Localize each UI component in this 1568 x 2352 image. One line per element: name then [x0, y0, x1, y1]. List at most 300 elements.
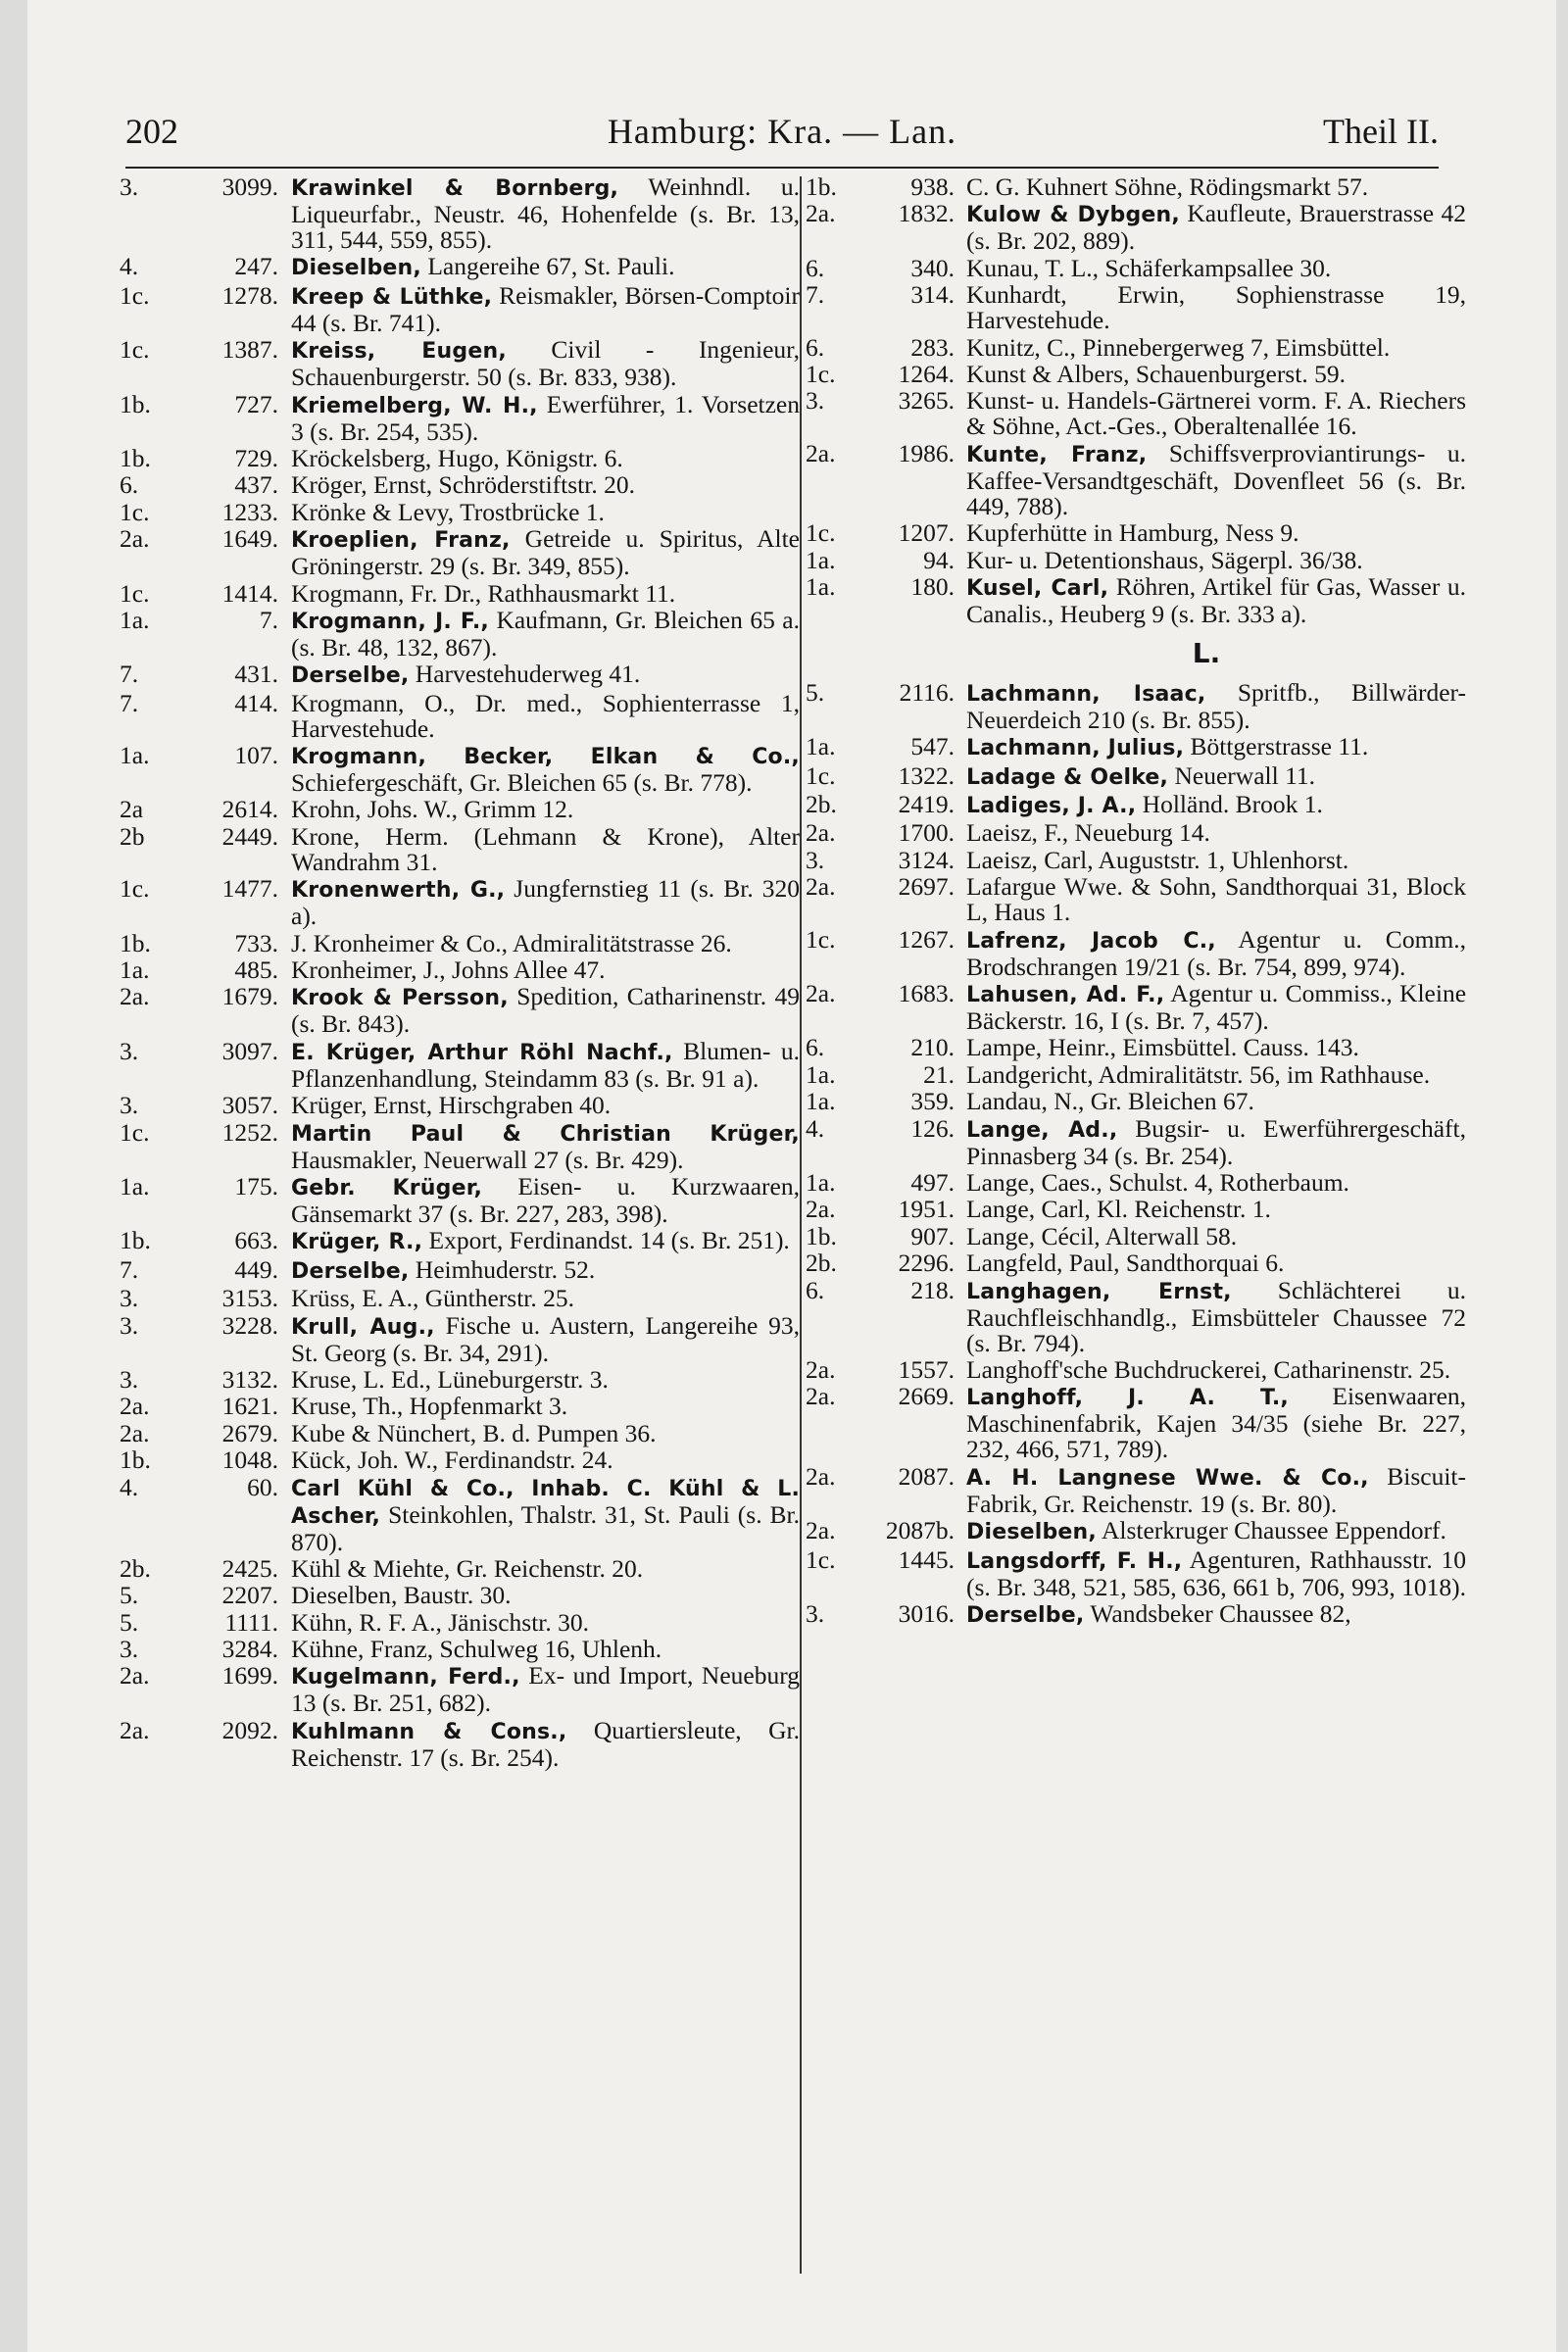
running-title: Hamburg: Kra. — Lan.: [607, 112, 957, 151]
entry-district: 2a.: [806, 199, 836, 228]
directory-entry: [120, 526, 800, 579]
entry-district: 3.: [806, 1598, 825, 1628]
entry-district: 2a.: [806, 1354, 836, 1384]
entry-number: 107.: [234, 741, 278, 770]
entry-text: Lampe, Heinr., Eimsbüttel. Causs. 143.: [966, 1033, 1359, 1062]
entry-text: Kronheimer, J., Johns Allee 47.: [291, 956, 606, 985]
entry-district: 1a.: [806, 1059, 836, 1089]
directory-entry: [800, 1354, 1466, 1384]
entry-number: 733.: [234, 928, 278, 957]
entry-district: 7.: [806, 280, 825, 310]
entry-district: 2a.: [120, 982, 150, 1011]
entry-number: 2296.: [898, 1249, 955, 1278]
entry-name: Derselbe,: [966, 1602, 1085, 1628]
entry-name: Langhagen, Ernst,: [966, 1279, 1232, 1304]
entry-district: 3.: [806, 845, 825, 874]
directory-entry: [120, 876, 800, 929]
directory-entry: [120, 1254, 800, 1285]
directory-entry: [800, 1113, 1466, 1170]
entry-name: Krull, Aug.,: [291, 1314, 435, 1340]
entry-text: Krüger, Ernst, Hirschgraben 40.: [291, 1091, 612, 1120]
entry-name: A. H. Langnese Wwe. & Co.,: [966, 1465, 1369, 1491]
entry-district: 1c.: [120, 1117, 150, 1147]
entry-district: 1c.: [120, 578, 150, 608]
entry-text: Röhren, Artikel für Gas, Wasser u. Canalis., Heuberg 9 (s. Br. 333 a).: [966, 571, 1466, 628]
entry-number: 1278.: [221, 280, 278, 310]
header-rule: [125, 167, 1439, 169]
directory-entry: [120, 497, 800, 526]
entry-text: Ex- und Import, Neueburg 13 (s. Br. 251, 682).: [291, 1661, 800, 1718]
entry-number: 218.: [910, 1275, 955, 1304]
entry-name: Carl Kühl & Co., Inhab. C. Kühl & L. Ascher,: [291, 1476, 800, 1529]
entry-number: 437.: [234, 470, 278, 500]
directory-entry: [120, 1715, 800, 1772]
entry-text: Ewerführer, 1. Vorsetzen 3 (s. Br. 254, 535).: [291, 389, 800, 446]
entry-name: Langsdorff, F. H.,: [966, 1548, 1183, 1574]
directory-entry: [800, 1518, 1466, 1545]
entry-district: 2a.: [120, 1392, 150, 1421]
directory-entry: [120, 1663, 800, 1716]
entry-district: 6.: [806, 253, 825, 282]
entry-district: 1a.: [120, 605, 150, 634]
entry-text: Agentur u. Comm., Brodschrangen 19/21 (s. Br. 754, 899, 974).: [966, 924, 1466, 981]
entry-name: Kreep & Lüthke,: [291, 284, 493, 310]
entry-number: 1832.: [898, 199, 955, 228]
entry-text: Krogmann, O., Dr. med., Sophienterrasse 1, Harvestehude.: [291, 688, 800, 743]
page-header: [125, 102, 1439, 151]
entry-district: 2a.: [806, 438, 836, 467]
entry-district: 2a.: [806, 1516, 836, 1545]
entry-number: 1683.: [898, 979, 955, 1008]
entry-district: 1b.: [120, 389, 151, 418]
entry-text: Kröckelsberg, Hugo, Königstr. 6.: [291, 443, 623, 472]
entry-number: 1951.: [898, 1195, 955, 1224]
entry-name: Dieselben,: [966, 1520, 1097, 1545]
entry-number: 1557.: [898, 1354, 955, 1384]
directory-entry: [800, 874, 1466, 925]
entry-district: 1a.: [806, 1167, 836, 1197]
entry-district: 5.: [120, 1581, 139, 1610]
entry-text: Steinkohlen, Thalstr. 31, St. Pauli (s. Br. 870).: [291, 1499, 800, 1556]
entry-text: Laeisz, F., Neueburg 14.: [966, 818, 1210, 848]
entry-number: 2207.: [221, 1581, 278, 1610]
entry-name: Kulow & Dybgen,: [966, 203, 1180, 228]
page-number: 202: [125, 112, 178, 151]
entry-name: Derselbe,: [291, 1258, 410, 1284]
entry-text: Lafargue Wwe. & Sohn, Sandthorquai 31, Block L, Haus 1.: [966, 872, 1466, 927]
entry-text: Kunst & Albers, Schauenburgerst. 59.: [966, 359, 1346, 388]
entry-text: Blumen- u. Pflanzenhandlung, Steindamm 83 (s. Br. 91 a).: [291, 1036, 800, 1093]
entry-text: Neuerwall 11.: [1174, 760, 1315, 790]
entry-text: Kupferhütte in Hamburg, Ness 9.: [966, 518, 1299, 548]
entry-text: Landau, N., Gr. Bleichen 67.: [966, 1087, 1254, 1116]
entry-district: 1a.: [120, 1171, 150, 1200]
entry-text: Langfeld, Paul, Sandthorquai 6.: [966, 1249, 1285, 1278]
entry-number: 449.: [234, 1254, 278, 1284]
directory-entry: [800, 1384, 1466, 1462]
directory-entry: [120, 1607, 800, 1637]
directory-entry: [120, 472, 800, 498]
entry-district: 2b: [120, 821, 145, 851]
entry-name: Lafrenz, Jacob C.,: [966, 928, 1216, 954]
directory-entry: [800, 924, 1466, 981]
entry-district: 1a.: [806, 571, 836, 601]
directory-entry: [800, 981, 1466, 1034]
directory-entry: [120, 1553, 800, 1583]
directory-entry: [120, 1472, 800, 1556]
entry-number: 2092.: [221, 1715, 278, 1744]
entry-district: 2a.: [806, 872, 836, 902]
entry-district: 6.: [120, 470, 139, 500]
entry-district: 2b.: [120, 1553, 151, 1583]
entry-district: 2b.: [806, 790, 837, 819]
entry-text: C. G. Kuhnert Söhne, Rödingsmarkt 57.: [966, 174, 1369, 201]
directory-entry: [120, 1637, 800, 1662]
entry-text: Dieselben, Baustr. 30.: [291, 1581, 512, 1610]
entry-number: 1700.: [898, 818, 955, 848]
entry-district: 1b.: [120, 443, 151, 472]
entry-text: Fische u. Austern, Langereihe 93, St. Georg (s. Br. 34, 291).: [291, 1310, 800, 1367]
entry-text: Kühn, R. F. A., Jänischstr. 30.: [291, 1607, 589, 1637]
entry-text: Quartiersleute, Gr. Reichenstr. 17 (s. Br. 254).: [291, 1715, 800, 1772]
entry-district: 3.: [120, 1091, 139, 1120]
entry-text: Kunau, T. L., Schäferkampsallee 30.: [966, 253, 1332, 282]
entry-number: 3124.: [898, 845, 955, 874]
entry-district: 1b.: [120, 1446, 151, 1475]
directory-entry: [800, 359, 1466, 388]
entry-text: Krönke & Levy, Trostbrücke 1.: [291, 497, 605, 526]
entry-number: 1477.: [221, 874, 278, 904]
directory-entry: [120, 280, 800, 337]
directory-entry: [800, 1059, 1466, 1089]
entry-district: 1c.: [806, 518, 836, 548]
entry-district: 1c.: [120, 335, 150, 365]
entry-text: Export, Ferdinandst. 14 (s. Br. 251).: [428, 1226, 790, 1255]
entry-number: 729.: [234, 443, 278, 472]
entry-number: 2449.: [221, 821, 278, 851]
entry-text: Kunst- u. Handels-Gärtnerei vorm. F. A. Riechers & Söhne, Act.-Ges., Oberaltenallée 16.: [966, 386, 1466, 441]
entry-district: 1a.: [806, 732, 836, 761]
entry-number: 663.: [234, 1226, 278, 1255]
entry-name: Krüger, R.,: [291, 1230, 423, 1255]
entry-number: 60.: [247, 1472, 278, 1501]
entry-text: Kruse, L. Ed., Lüneburgerstr. 3.: [291, 1364, 609, 1394]
directory-entry: [120, 1286, 800, 1311]
entry-district: 1a.: [120, 741, 150, 770]
directory-entry: [800, 1544, 1466, 1601]
entry-district: 2a.: [120, 1715, 150, 1744]
entry-number: 3097.: [221, 1036, 278, 1065]
directory-entry: [120, 1583, 800, 1608]
entry-text: J. Kronheimer & Co., Admiralitätstrasse 26.: [291, 928, 732, 957]
entry-number: 210.: [910, 1033, 955, 1062]
entry-number: 1264.: [898, 359, 955, 388]
entry-name: E. Krüger, Arthur Röhl Nachf.,: [291, 1040, 673, 1065]
entry-number: 247.: [234, 252, 278, 281]
entry-number: 7.: [259, 605, 278, 634]
entry-district: 2a.: [120, 1418, 150, 1447]
entry-text: Laeisz, Carl, Auguststr. 1, Uhlenhorst.: [966, 845, 1349, 874]
entry-district: 7.: [120, 660, 139, 689]
entry-name: Dieselben,: [291, 256, 421, 281]
entry-district: 6.: [806, 1033, 825, 1062]
entry-name: Lahusen, Ad. F.,: [966, 983, 1165, 1008]
entry-district: 1b.: [806, 1221, 837, 1250]
directory-entry: [800, 1221, 1466, 1250]
entry-district: 6.: [806, 332, 825, 362]
entry-name: Lange, Ad.,: [966, 1117, 1118, 1143]
entry-number: 2669.: [898, 1382, 955, 1411]
entry-text: Reismakler, Börsen-Comptoir 44 (s. Br. 741).: [291, 280, 800, 337]
entry-district: 1c.: [806, 359, 836, 388]
entry-district: 2a.: [120, 524, 150, 554]
directory-entry: [120, 605, 800, 662]
entry-district: 2a.: [806, 979, 836, 1008]
entry-number: 1414.: [221, 578, 278, 608]
entry-number: 126.: [910, 1113, 955, 1143]
entry-district: 3.: [120, 1364, 139, 1394]
entry-number: 3228.: [221, 1310, 278, 1340]
entry-district: 1c.: [806, 924, 836, 954]
entry-number: 1387.: [221, 335, 278, 365]
entry-district: 1c.: [806, 760, 836, 790]
entry-number: 359.: [910, 1087, 955, 1116]
directory-entry: [800, 1089, 1466, 1114]
directory-entry: [120, 1036, 800, 1093]
entry-number: 431.: [234, 660, 278, 689]
entry-name: Kusel, Carl,: [966, 575, 1109, 601]
entry-text: Harvestehuderweg 41.: [415, 660, 641, 689]
entry-text: Heimhuderstr. 52.: [415, 1254, 596, 1284]
directory-entry: [800, 1167, 1466, 1197]
entry-text: Wandsbeker Chaussee 82,: [1090, 1598, 1351, 1628]
entry-number: 2116.: [899, 677, 955, 707]
directory-entry: [120, 1394, 800, 1419]
entry-district: 1b.: [120, 1226, 151, 1255]
directory-entry: [120, 1093, 800, 1118]
entry-text: Kröger, Ernst, Schröderstiftstr. 20.: [291, 470, 635, 500]
right-column: [800, 174, 1466, 2281]
entry-number: 3016.: [898, 1598, 955, 1628]
entry-text: Schiffsverproviantirungs- u. Kaffee-Versandtgeschäft, Dovenfleet 56 (s. Br. 449, 788).: [966, 438, 1466, 520]
entry-text: Biscuit-Fabrik, Gr. Reichenstr. 19 (s. Br. 80).: [966, 1461, 1466, 1518]
entry-name: Martin Paul & Christian Krüger,: [291, 1121, 800, 1147]
directory-entry: [800, 332, 1466, 362]
entry-number: 1048.: [221, 1446, 278, 1475]
entry-district: 3.: [806, 386, 825, 416]
entry-text: Hausmakler, Neuerwall 27 (s. Br. 429).: [291, 1145, 684, 1174]
entry-district: 3.: [120, 1635, 139, 1664]
directory-entry: [120, 662, 800, 689]
entry-text: Langereihe 67, St. Pauli.: [427, 252, 675, 281]
entry-number: 1649.: [221, 524, 278, 554]
entry-text: Jungfernstieg 11 (s. Br. 320 a).: [291, 874, 800, 931]
entry-name: Kunte, Franz,: [966, 442, 1148, 467]
entry-text: Eisen- u. Kurzwaaren, Gänsemarkt 37 (s. Br. 227, 283, 398).: [291, 1171, 800, 1228]
entry-text: Landgericht, Admiralitätstr. 56, im Rathhause.: [966, 1059, 1431, 1089]
directory-entry: [800, 1461, 1466, 1518]
entry-name: Derselbe,: [291, 663, 410, 689]
entry-district: 2a.: [120, 1661, 150, 1690]
entry-name: Kreiss, Eugen,: [291, 339, 507, 365]
entry-number: 3132.: [221, 1364, 278, 1394]
entry-district: 3.: [120, 1310, 139, 1340]
entry-number: 2697.: [898, 872, 955, 902]
left-column: [120, 174, 800, 2281]
entry-district: 1c.: [120, 497, 150, 526]
entry-number: 1111.: [224, 1607, 278, 1637]
entry-text: Weinhndl. u. Liqueurfabr., Neustr. 46, Hohenfelde (s. Br. 13, 311, 544, 559, 855).: [291, 174, 800, 254]
directory-entry: [120, 1447, 800, 1473]
entry-name: Krawinkel & Bornberg,: [291, 176, 619, 201]
entry-text: Kaufmann, Gr. Bleichen 65 a. (s. Br. 48, 132, 867).: [291, 605, 800, 662]
directory-entry: [120, 1418, 800, 1447]
entry-name: Kriemelberg, W. H.,: [291, 393, 538, 418]
entry-number: 1621.: [221, 1392, 278, 1421]
directory-entry: [800, 174, 1466, 200]
entry-number: 314.: [910, 280, 955, 310]
entry-text: Kühl & Miehte, Gr. Reichenstr. 20.: [291, 1553, 644, 1583]
entry-text: Kur- u. Detentionshaus, Sägerpl. 36/38.: [966, 545, 1363, 574]
entry-number: 2419.: [898, 790, 955, 819]
entry-district: 5.: [806, 677, 825, 707]
entry-text: Kück, Joh. W., Ferdinandstr. 24.: [291, 1446, 613, 1475]
entry-number: 21.: [923, 1059, 955, 1089]
directory-entry: [800, 1275, 1466, 1357]
directory-entry: [800, 282, 1466, 333]
entry-text: Kube & Nünchert, B. d. Pumpen 36.: [291, 1418, 657, 1447]
entry-text: Krohn, Johs. W., Grimm 12.: [291, 795, 574, 824]
entry-text: Kunhardt, Erwin, Sophienstrasse 19, Harvestehude.: [966, 280, 1466, 335]
entry-number: 2087b.: [885, 1516, 955, 1545]
entry-number: 907.: [910, 1221, 955, 1250]
directory-entry: [800, 438, 1466, 520]
directory-entry: [800, 677, 1466, 734]
directory-entry: [120, 984, 800, 1037]
entry-district: 5.: [120, 1607, 139, 1637]
directory-entry: [120, 1171, 800, 1228]
entry-text: Agenturen, Rathhausstr. 10 (s. Br. 348, 521, 585, 636, 661 b, 706, 993, 1018).: [966, 1544, 1466, 1601]
entry-district: 1a.: [806, 545, 836, 574]
entry-number: 1207.: [898, 518, 955, 548]
entry-number: 1252.: [221, 1117, 278, 1147]
entry-number: 1445.: [898, 1544, 955, 1574]
directory-entry: [120, 337, 800, 390]
entry-text: Langhoff'sche Buchdruckerei, Catharinenstr. 25.: [966, 1354, 1451, 1384]
entry-number: 1679.: [221, 982, 278, 1011]
directory-entry: [800, 201, 1466, 254]
entry-number: 3099.: [221, 174, 278, 201]
entry-district: 2a.: [806, 818, 836, 848]
entry-text: Holländ. Brook 1.: [1142, 790, 1323, 819]
entry-text: Kühne, Franz, Schulweg 16, Uhlenh.: [291, 1635, 662, 1664]
directory-entry: [800, 253, 1466, 282]
directory-page: [27, 0, 1556, 2352]
entry-district: 4.: [806, 1113, 825, 1143]
entry-text: Bugsir- u. Ewerführergeschäft, Pinnasberg 34 (s. Br. 254).: [966, 1113, 1466, 1170]
entry-number: 1322.: [898, 760, 955, 790]
entry-district: 2a.: [806, 1382, 836, 1411]
entry-number: 283.: [910, 332, 955, 362]
directory-entry: [800, 1035, 1466, 1060]
entry-number: 94.: [923, 545, 955, 574]
entry-name: Kroeplien, Franz,: [291, 528, 511, 554]
directory-entry: [800, 734, 1466, 761]
entry-number: 3057.: [221, 1091, 278, 1120]
entry-name: Krook & Persson,: [291, 986, 509, 1011]
entry-text: Lange, Cécil, Alterwall 58.: [966, 1221, 1238, 1250]
entry-name: Kuhlmann & Cons.,: [291, 1719, 567, 1744]
directory-entry: [120, 1364, 800, 1394]
entry-text: Agentur u. Commiss., Kleine Bäckerstr. 16, I (s. Br. 7, 457).: [966, 979, 1466, 1036]
entry-name: Kugelmann, Ferd.,: [291, 1665, 520, 1690]
entry-name: Krogmann, Becker, Elkan & Co.,: [291, 745, 800, 770]
directory-entry: [120, 578, 800, 608]
entry-text: Civil - Ingenieur, Schauenburgerstr. 50 (s. Br. 833, 938).: [291, 335, 800, 392]
entry-district: 2a.: [806, 1195, 836, 1224]
entry-number: 340.: [910, 253, 955, 282]
entry-text: Getreide u. Spiritus, Alte Gröningerstr. 29 (s. Br. 349, 855).: [291, 524, 800, 581]
directory-entry: [800, 792, 1466, 819]
directory-entry: [120, 389, 800, 446]
entry-number: 3284.: [221, 1635, 278, 1664]
directory-entry: [120, 443, 800, 472]
entry-name: Lachmann, Julius,: [966, 736, 1185, 761]
entry-district: 6.: [806, 1275, 825, 1304]
directory-entry: [800, 520, 1466, 546]
entry-district: 1c.: [120, 280, 150, 310]
directory-entry: [120, 174, 800, 253]
entry-text: Spritfb., Billwärder-Neuerdeich 210 (s. Br. 855).: [966, 677, 1466, 734]
entry-text: Spedition, Catharinenstr. 49 (s. Br. 843).: [291, 982, 800, 1039]
entry-number: 547.: [910, 732, 955, 761]
section-letter: L.: [1192, 636, 1221, 669]
entry-number: 2425.: [221, 1553, 278, 1583]
entry-text: Krogmann, Fr. Dr., Rathhausmarkt 11.: [291, 578, 676, 608]
entry-name: Ladiges, J. A.,: [966, 794, 1137, 819]
directory-entry: [800, 820, 1466, 846]
directory-entry: [120, 1310, 800, 1367]
directory-entry: [800, 571, 1466, 628]
directory-entry: [120, 957, 800, 983]
directory-entry: [800, 388, 1466, 439]
directory-entry: [120, 1228, 800, 1255]
entry-district: 1c.: [806, 1544, 836, 1574]
directory-entry: [120, 928, 800, 957]
entry-district: 1b.: [120, 928, 151, 957]
entry-text: Krone, Herm. (Lehmann & Krone), Alter Wandrahm 31.: [291, 821, 800, 876]
directory-entry: [800, 1598, 1466, 1629]
entry-district: 2a: [120, 795, 144, 824]
directory-entry: [120, 688, 800, 743]
entry-text: Lange, Carl, Kl. Reichenstr. 1.: [966, 1195, 1271, 1224]
entry-text: Eisenwaaren, Maschinenfabrik, Kajen 34/35 (siehe Br. 227, 232, 466, 571, 789).: [966, 1382, 1466, 1464]
directory-entry: [800, 845, 1466, 874]
entry-number: 485.: [234, 956, 278, 985]
directory-entry: [800, 545, 1466, 574]
entry-name: Krogmann, J. F.,: [291, 609, 489, 634]
entry-text: Lange, Caes., Schulst. 4, Rotherbaum.: [966, 1167, 1349, 1197]
entry-number: 938.: [910, 174, 955, 201]
entry-name: Kronenwerth, G.,: [291, 878, 506, 904]
entry-text: Kunitz, C., Pinnebergerweg 7, Eimsbüttel.: [966, 332, 1391, 362]
entry-number: 1267.: [898, 924, 955, 954]
entry-name: Ladage & Oelke,: [966, 764, 1169, 790]
directory-entry: [120, 743, 800, 796]
directory-entry: [800, 1250, 1466, 1276]
entry-number: 1986.: [898, 438, 955, 467]
entry-number: 414.: [234, 688, 278, 717]
